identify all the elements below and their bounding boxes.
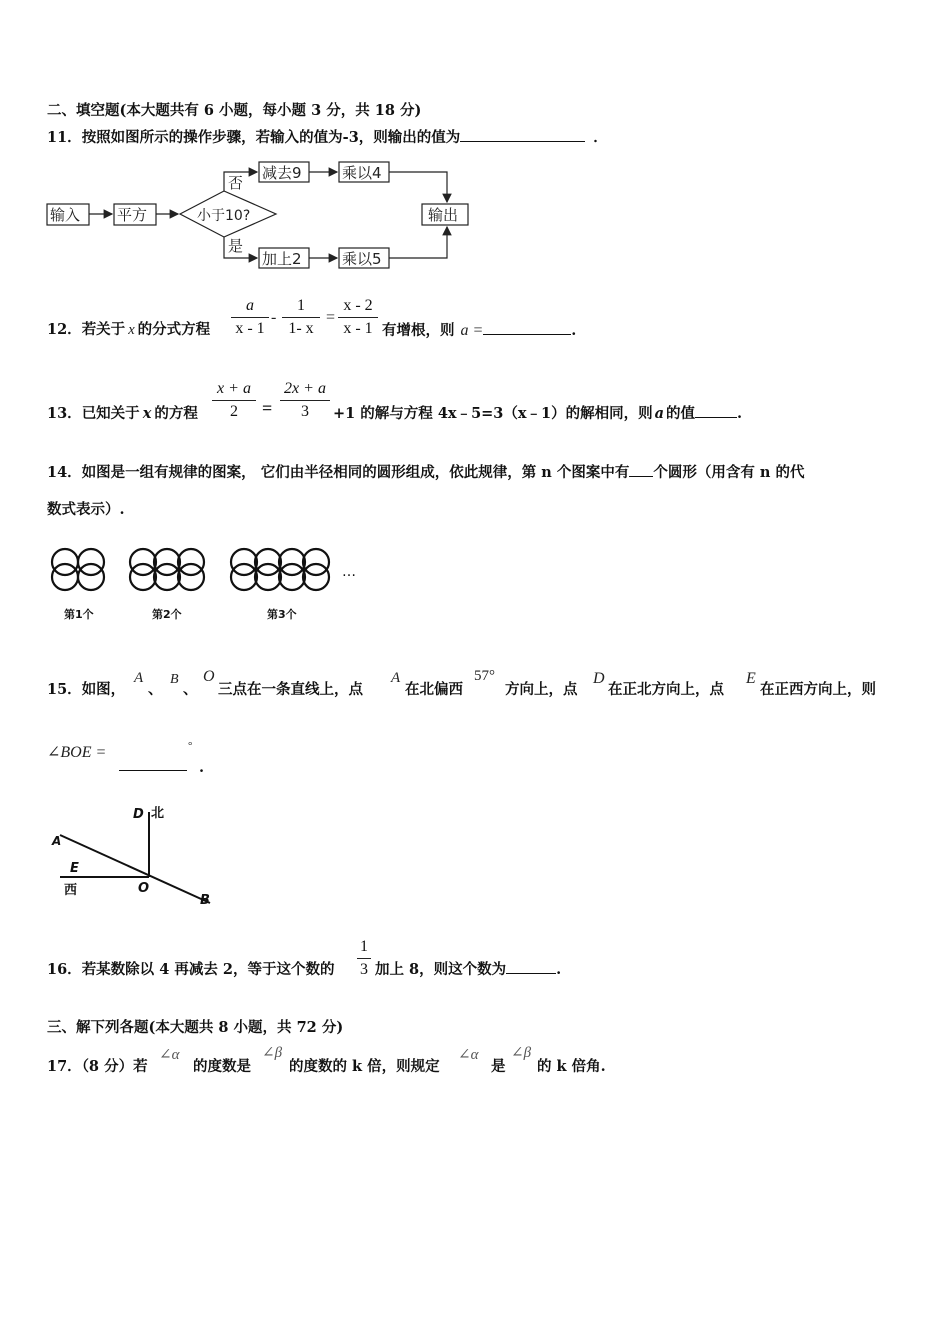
q15-point-A-2: A: [391, 670, 401, 686]
question-15: [47, 683, 125, 698]
circle: [78, 564, 104, 590]
pattern-3: [231, 549, 329, 590]
section-2-heading: 二、填空题(本大题共有 6 小题，每小题 3 分，共 18 分): [47, 102, 422, 119]
q13-text-after: +1 的解与方程 4x﹣5=3（x﹣1）的解相同，则: [333, 405, 653, 422]
flow-no-label: 否: [228, 174, 244, 192]
q15-text-a: 如图，: [81, 681, 126, 698]
q16-text-b: 加上 8，则这个数为: [375, 961, 507, 978]
q16-number: 16．: [47, 961, 82, 978]
q13-answer-blank: [695, 417, 737, 418]
section-3-heading: 三、解下列各题(本大题共 8 小题，共 72 分): [47, 1019, 344, 1036]
q12-f3-num: x - 2: [343, 297, 373, 314]
question-11: [47, 131, 608, 146]
q15-number: 15．: [47, 681, 82, 698]
q12-end: .: [571, 322, 577, 339]
q12-minus: -: [271, 309, 277, 326]
q15-sep-2: 、: [183, 681, 198, 698]
q13-text-end: 的值: [666, 405, 696, 422]
q15-text-f: 在正西方向上，则: [760, 681, 876, 698]
circle: [303, 549, 329, 575]
circle: [52, 549, 78, 575]
q11-answer-blank: [460, 141, 585, 142]
circle: [154, 564, 180, 590]
flow-minus-label: 减去9: [262, 164, 302, 182]
fig-label-north: 北: [151, 806, 165, 821]
q15-point-B: B: [170, 672, 179, 687]
pattern-1-label: 第1个: [64, 608, 94, 621]
q12-fraction-1: [231, 297, 269, 338]
line-AB: [60, 835, 210, 903]
q17-beta-2: ∠β: [511, 1045, 532, 1061]
flow-mult4-label: 乘以4: [342, 164, 382, 182]
q15-point-A: A: [134, 670, 144, 686]
question-16: [47, 963, 335, 978]
circle: [255, 564, 281, 590]
fig-label-E: E: [70, 861, 79, 876]
flow-plus-label: 加上2: [262, 250, 302, 268]
q12-tail: [382, 323, 576, 339]
q15-sep-1: 、: [148, 681, 163, 698]
q13-number: 13．: [47, 405, 82, 422]
q14-text: 如图是一组有规律的图案， 它们由半径相同的圆形组成，依此规律，第 n 个图案中有: [81, 464, 630, 481]
q16-f-den: 3: [360, 961, 368, 978]
q12-f3-den: x - 1: [343, 320, 373, 337]
q12-answer-var: a =: [460, 322, 484, 339]
q12-equals: =: [326, 309, 336, 326]
q15-answer-blank: [119, 770, 187, 771]
q13-f1-num: x + a: [217, 380, 251, 397]
q12-f1-den: x - 1: [235, 320, 265, 337]
q17-score: （8 分）若: [81, 1058, 148, 1075]
flow-output-label: 输出: [428, 206, 459, 224]
q16-f-num: 1: [360, 938, 368, 955]
q11-end: ．: [593, 129, 608, 146]
circle: [78, 549, 104, 575]
q12-answer-blank: [483, 334, 571, 335]
flow-mult5-label: 乘以5: [342, 250, 382, 268]
q15-angle-boe: ∠BOE =: [47, 744, 107, 761]
q12-f2-num: 1: [297, 297, 305, 314]
q12-fraction-2: [282, 297, 320, 338]
q17-number: 17．: [47, 1058, 82, 1075]
fig-label-A: A: [52, 834, 62, 848]
q14-number: 14．: [47, 464, 82, 481]
q16-text-a: 若某数除以 4 再减去 2，等于这个数的: [81, 961, 335, 978]
q13-end: .: [737, 405, 743, 422]
q14-answer-blank: [629, 476, 653, 477]
q15-point-E: E: [746, 670, 756, 687]
q12-text-after: 有增根，则: [382, 322, 455, 339]
fig-label-B: B: [200, 893, 210, 908]
q13-a-var: a: [654, 405, 665, 422]
q16-answer-blank: [506, 973, 556, 974]
pattern-2: [130, 549, 204, 590]
question-17: [47, 1060, 148, 1075]
q13-fraction-2: [280, 380, 330, 421]
q15-point-D: D: [593, 670, 605, 687]
q11-flowchart: [44, 155, 474, 275]
fig-label-D: D: [133, 807, 144, 822]
q11-text: 按照如图所示的操作步骤，若输入的值为-3，则输出的值为: [81, 129, 461, 146]
q14-circle-patterns: [48, 544, 368, 632]
q12-f2-den: 1- x: [288, 320, 314, 337]
circle: [231, 564, 257, 590]
circle: [130, 549, 156, 575]
q15-figure: [50, 800, 220, 910]
q12-fraction-3: [338, 297, 378, 338]
flow-yes-label: 是: [228, 237, 244, 255]
q15-text-e: 在正北方向上，点: [608, 681, 724, 698]
circle: [154, 549, 180, 575]
q13-text-mid: 的方程: [154, 405, 198, 422]
q15-degree: °: [188, 740, 193, 752]
question-12: [47, 323, 210, 338]
q16-tail: [375, 963, 561, 978]
q12-number: 12．: [47, 321, 82, 338]
q17-alpha-2: ∠α: [458, 1047, 479, 1063]
q15-point-O: O: [203, 668, 215, 685]
circle: [303, 564, 329, 590]
q17-text-d: 的 k 倍角.: [537, 1058, 606, 1075]
q13-equals: =: [262, 398, 273, 418]
q13-tail: [333, 407, 742, 422]
fig-label-O: O: [138, 881, 150, 896]
q12-text-mid: 的分式方程: [137, 321, 211, 338]
q14-line-2: 数式表示）.: [47, 501, 125, 518]
q17-beta-1: ∠β: [262, 1045, 283, 1061]
flow-input-label: 输入: [50, 206, 81, 224]
flow-condition-label: 小于10?: [197, 208, 251, 224]
q13-var-x: x: [142, 405, 152, 422]
circle: [130, 564, 156, 590]
q13-f2-num: 2x + a: [284, 380, 326, 397]
q13-text-before: 已知关于: [81, 405, 140, 422]
circle: [178, 564, 204, 590]
pattern-3-label: 第3个: [267, 608, 297, 621]
q11-number: 11．: [47, 129, 82, 146]
q16-fraction: [357, 938, 371, 979]
q17-text-b: 的度数的 k 倍，则规定: [289, 1058, 440, 1075]
circle: [178, 549, 204, 575]
flow-square-label: 平方: [117, 206, 148, 224]
q13-f2-den: 3: [301, 403, 309, 420]
q12-f1-num: a: [246, 297, 254, 314]
pattern-1: [52, 549, 104, 590]
q15-text-b: 三点在一条直线上，点: [218, 681, 363, 698]
pattern-ellipsis: …: [342, 564, 356, 580]
question-14: [47, 466, 805, 481]
q13-f1-den: 2: [230, 403, 238, 420]
q12-text-before: 若关于: [81, 321, 126, 338]
circle: [231, 549, 257, 575]
q15-end: .: [199, 759, 205, 776]
q17-alpha-1: ∠α: [159, 1047, 180, 1063]
pattern-2-label: 第2个: [152, 608, 182, 621]
q14-text-after: 个圆形（用含有 n 的代: [653, 464, 805, 481]
q13-fraction-1: [212, 380, 256, 421]
q15-text-c: 在北偏西: [405, 681, 463, 698]
q17-text-c: 是: [491, 1058, 506, 1075]
q16-end: .: [556, 961, 562, 978]
circle: [52, 564, 78, 590]
circle: [279, 549, 305, 575]
q17-text-a: 的度数是: [193, 1058, 251, 1075]
question-13: [47, 407, 198, 422]
circle: [255, 549, 281, 575]
q15-text-d: 方向上，点: [505, 681, 578, 698]
q15-angle-57: 57°: [474, 668, 495, 684]
circle: [279, 564, 305, 590]
fig-label-west: 西: [64, 883, 78, 898]
q12-var-x: x: [128, 322, 135, 338]
